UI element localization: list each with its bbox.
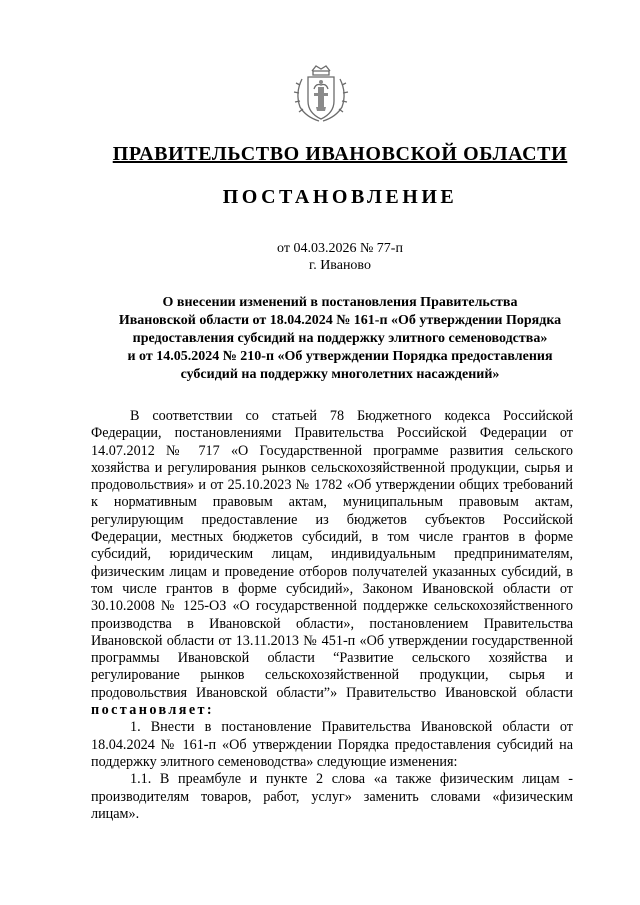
decree-word: постановляет: <box>91 702 215 719</box>
document-type: ПОСТАНОВЛЕНИЕ <box>222 186 458 208</box>
subject-line: О внесении изменений в постановления Правительства <box>162 295 518 310</box>
preamble-text: В соответствии со статьей 78 Бюджетного кодекса Российской Федерации, постановлениями Правительства Российской Федерации от 14.07.2012 № 717 «О Государственной программе развития сельского хозяйства и регулирования рынков сельскохозяйственной продукции, сырья и продовольствия» и от 25.10.2023 № 1782 «Об утверждении общих требований к нормативным правовым актам, муниципальным правовым актам, регулирующим предоставление из бюджетов субъектов Российской Федерации, местных бюджетов субсидий, в том числе грантов в форме субсидий, юридическим лицам, индивидуальным предпринимателям, физическим лицам и проведение отборов получателей указанных субсидий, в том числе грантов в форме субсидий», Законом Ивановской области от 30.10.2008 № 125-ОЗ «О государственной поддержке сельскохозяйственного производства в Ивановской области», постановлением Правительства Ивановской области от 13.11.2013 № 451-п «Об утверждении государственной программы Ивановской области “Развитие сельского хозяйства и регулирование рынков сельскохозяйственной продукции, сырья и продовольствия Ивановской области”» Правительство Ивановской области <box>91 408 573 701</box>
document-body <box>91 408 573 823</box>
document-subject <box>95 294 585 384</box>
subject-line: предоставления субсидий на поддержку элитного семеноводства» <box>132 331 548 346</box>
authority-title: ПРАВИТЕЛЬСТВО ИВАНОВСКОЙ ОБЛАСТИ <box>112 143 568 165</box>
document-date-number: от 04.03.2026 № 77-п <box>277 241 403 256</box>
subject-line: субсидий на поддержку многолетних насаждений» <box>180 367 500 382</box>
subject-line: Ивановской области от 18.04.2024 № 161-п «Об утверждении Порядка <box>118 313 562 328</box>
document-city: г. Иваново <box>309 258 371 273</box>
coat-of-arms-icon <box>292 63 350 125</box>
subject-line: и от 14.05.2024 № 210-п «Об утверждении Порядка предоставления <box>127 349 553 364</box>
item-1-paragraph: 1. Внести в постановление Правительства Ивановской области от 18.04.2024 № 161-п «Об утверждении Порядка предоставления субсидий на поддержку элитного семеноводства» следующие изменения: <box>91 719 573 770</box>
preamble-paragraph <box>91 408 573 719</box>
item-1-1-paragraph: 1.1. В преамбуле и пункте 2 слова «а также физическим лицам - производителям товаров, работ, услуг» заменить словами «физическим лицам». <box>91 771 573 822</box>
